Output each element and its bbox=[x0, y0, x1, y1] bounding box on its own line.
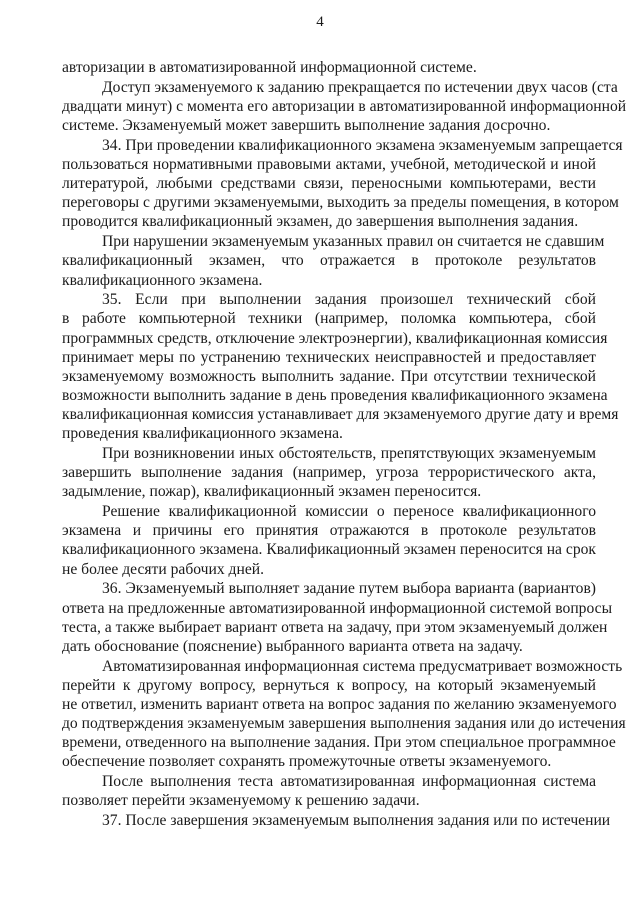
paragraph bbox=[62, 579, 613, 656]
text-line: квалификационная комиссия устанавливает для экзаменуемого другие дату и время bbox=[62, 406, 619, 424]
text-line: При возникновении иных обстоятельств, препятствующих экзаменуемым bbox=[102, 445, 596, 463]
page-number: 4 bbox=[316, 14, 324, 30]
text-line: не ответил, изменить вариант ответа на вопрос задания по желанию экзаменуемого bbox=[62, 695, 617, 713]
paragraph bbox=[62, 58, 596, 77]
text-line: теста, а также выбирает вариант ответа на задачу, при этом экзаменуемый должен bbox=[62, 618, 608, 636]
text-line: Автоматизированная информационная система предусматривает возможность bbox=[102, 657, 623, 675]
text-line: в работе компьютерной техники (например, поломка компьютера, сбой bbox=[62, 310, 596, 328]
text-line: проведения квалификационного экзамена. bbox=[62, 425, 343, 443]
text-line: 34. При проведении квалификационного экзамена экзаменуемым запрещается bbox=[102, 136, 623, 154]
paragraph bbox=[62, 772, 596, 810]
text-line: завершить выполнение задания (например, угроза террористического акта, bbox=[62, 464, 596, 482]
text-line: до подтверждения экзаменуемым завершения выполнения задания или до истечения bbox=[62, 715, 626, 733]
text-line: возможности выполнить задание в день проведения квалификационного экзамена bbox=[62, 387, 608, 405]
text-line: времени, отведенного на выполнение задания. При этом специальное программное bbox=[62, 734, 616, 752]
text-line: литературой, любыми средствами связи, переносными компьютерами, вести bbox=[62, 175, 596, 193]
text-line: экзаменуемому возможность выполнить задание. При отсутствии технической bbox=[62, 367, 596, 385]
text-line: перейти к другому вопросу, вернуться к вопросу, на который экзаменуемый bbox=[62, 676, 596, 694]
text-line: авторизации в автоматизированной информационной системе. bbox=[62, 59, 477, 76]
text-line: проводится квалификационный экзамен, до завершения выполнения задания. bbox=[62, 213, 579, 231]
paragraph bbox=[62, 811, 611, 830]
text-line: двадцати минут) с момента его авторизации в автоматизированной информационной bbox=[62, 97, 627, 115]
text-line: 35. Если при выполнении задания произошел технический сбой bbox=[102, 291, 596, 309]
text-line: 36. Экзаменуемый выполняет задание путем выбора варианта (вариантов) bbox=[102, 580, 596, 598]
paragraph bbox=[62, 136, 623, 232]
text-line: 37. После завершения экзаменуемым выполнения задания или по истечении bbox=[102, 812, 611, 830]
text-line: Решение квалификационной комиссии о переносе квалификационного bbox=[102, 503, 596, 521]
text-line: принимает меры по устранению технических неисправностей и предоставляет bbox=[62, 348, 596, 366]
text-line: ответа на предложенные автоматизированной информационной системой вопросы bbox=[62, 599, 613, 617]
text-line: квалификационного экзамена. bbox=[62, 271, 263, 289]
text-line: обеспечение позволяет сохранять промежуточные ответы экзаменуемого. bbox=[62, 753, 552, 771]
paragraph bbox=[62, 444, 596, 501]
text-line: системе. Экзаменуемый может завершить выполнение задания досрочно. bbox=[62, 117, 551, 135]
text-line: При нарушении экзаменуемым указанных правил он считается не сдавшим bbox=[102, 233, 605, 251]
text-line: программных средств, отключение электроэнергии), квалификационная комиссия bbox=[62, 329, 608, 347]
text-line: дать обоснование (пояснение) выбранного варианта ответа на задачу. bbox=[62, 637, 523, 655]
text-line: переговоры с другими экзаменуемыми, выходить за пределы помещения, в котором bbox=[62, 194, 619, 212]
text-line: не более десяти рабочих дней. bbox=[62, 560, 264, 578]
text-line: экзамена и причины его принятия отражаются в протоколе результатов bbox=[62, 522, 596, 540]
text-line: квалификационного экзамена. Квалификационный экзамен переносится на срок bbox=[62, 541, 596, 559]
text-line: квалификационный экзамен, что отражается в протоколе результатов bbox=[62, 252, 596, 270]
text-line: позволяет перейти экзаменуемому к решению задачи. bbox=[62, 792, 420, 810]
text-line: задымление, пожар), квалификационный экзамен переносится. bbox=[62, 483, 482, 501]
paragraph bbox=[62, 657, 626, 772]
paragraph bbox=[62, 78, 627, 135]
paragraph bbox=[62, 232, 605, 289]
text-line: После выполнения теста автоматизированная информационная система bbox=[102, 773, 596, 791]
paragraph bbox=[62, 502, 596, 579]
text-line: пользоваться нормативными правовыми актами, учебной, методической и иной bbox=[62, 155, 596, 173]
text-line: Доступ экзаменуемого к заданию прекращается по истечении двух часов (ста bbox=[102, 78, 618, 96]
paragraph bbox=[62, 290, 619, 443]
document-body bbox=[62, 58, 627, 831]
